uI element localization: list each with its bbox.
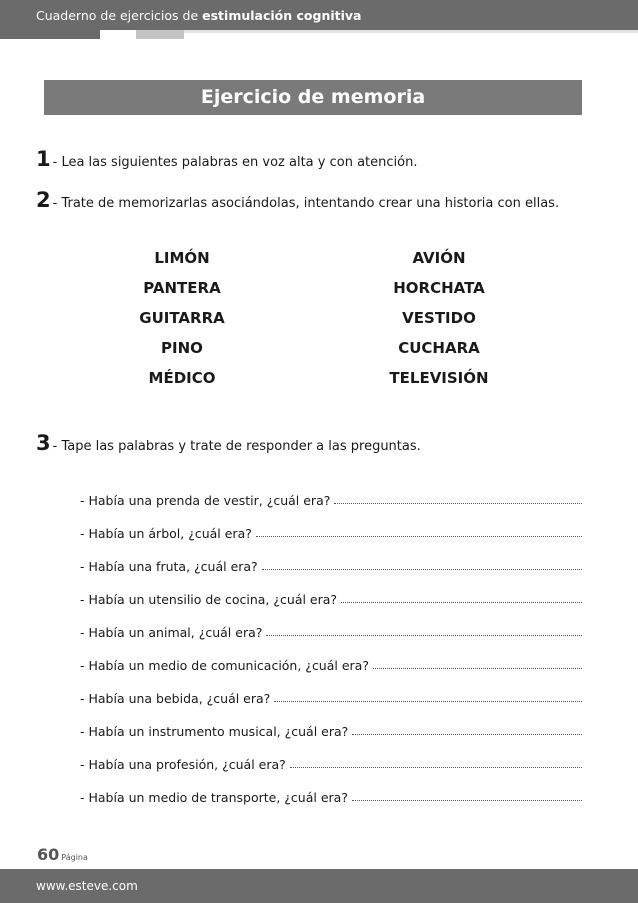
question-text: - Había una prenda de vestir, ¿cuál era? (80, 493, 331, 508)
question-text: - Había un medio de transporte, ¿cuál era? (80, 790, 348, 805)
step-number: 2 (36, 188, 51, 212)
step-text: - Lea las siguientes palabras en voz alta y con atención. (52, 155, 418, 170)
word: HORCHATA (393, 279, 485, 297)
question-text: - Había un instrumento musical, ¿cuál era? (80, 724, 349, 739)
question-text: - Había un medio de comunicación, ¿cuál era? (80, 658, 369, 673)
page-number-label: Página (61, 853, 88, 862)
step-number: 1 (36, 147, 51, 171)
question-text: - Había una fruta, ¿cuál era? (80, 559, 258, 574)
word: AVIÓN (412, 249, 466, 267)
word: GUITARRA (139, 309, 225, 327)
answer-line[interactable] (334, 502, 582, 504)
header-bold: estimulación cognitiva (202, 8, 362, 23)
question-row (80, 719, 582, 739)
step-text: - Trate de memorizarlas asociándolas, intentando crear una historia con ellas. (52, 196, 560, 211)
header-prefix: Cuaderno de ejercicios de (36, 8, 203, 23)
answer-line[interactable] (352, 799, 582, 801)
question-text: - Había un utensilio de cocina, ¿cuál era? (80, 592, 338, 607)
question-row (80, 752, 582, 772)
answer-line[interactable] (256, 535, 582, 537)
answer-line[interactable] (290, 766, 582, 768)
header-bar (0, 0, 638, 30)
page-number-value: 60 (37, 845, 60, 864)
question-text: - Había una bebida, ¿cuál era? (80, 691, 271, 706)
exercise-title: Ejercicio de memoria (44, 80, 582, 115)
answer-line[interactable] (352, 733, 582, 735)
header-tab-strip (184, 30, 638, 33)
question-text: - Había un animal, ¿cuál era? (80, 625, 263, 640)
word: MÉDICO (148, 369, 216, 387)
footer-bar (0, 869, 638, 903)
word: CUCHARA (398, 339, 480, 357)
answer-line[interactable] (266, 634, 582, 636)
step-number: 3 (36, 431, 51, 455)
word: TELEVISIÓN (389, 369, 489, 387)
header-text (36, 8, 361, 23)
question-text: - Había un árbol, ¿cuál era? (80, 526, 252, 541)
answer-line[interactable] (341, 601, 582, 603)
question-row (80, 554, 582, 574)
question-text: - Había una profesión, ¿cuál era? (80, 757, 286, 772)
word: PANTERA (143, 279, 221, 297)
word: LIMÓN (154, 249, 210, 267)
step-3 (36, 431, 421, 455)
step-1 (36, 147, 417, 171)
step-text: - Tape las palabras y trate de responder a las preguntas. (52, 439, 421, 454)
footer-url[interactable]: www.esteve.com (36, 879, 138, 893)
question-row (80, 785, 582, 805)
answer-line[interactable] (262, 568, 582, 570)
question-row (80, 686, 582, 706)
question-row (80, 653, 582, 673)
header-tab-light (136, 30, 184, 39)
answer-line[interactable] (373, 667, 582, 669)
word-list-left (82, 243, 282, 393)
page-number (37, 845, 88, 864)
question-row (80, 620, 582, 640)
word: VESTIDO (402, 309, 476, 327)
word-list-right (339, 243, 539, 393)
question-row (80, 521, 582, 541)
step-2 (36, 188, 559, 212)
question-row (80, 587, 582, 607)
question-row (80, 488, 582, 508)
answer-line[interactable] (274, 700, 582, 702)
header-tab-dark (0, 30, 100, 39)
word: PINO (161, 339, 203, 357)
